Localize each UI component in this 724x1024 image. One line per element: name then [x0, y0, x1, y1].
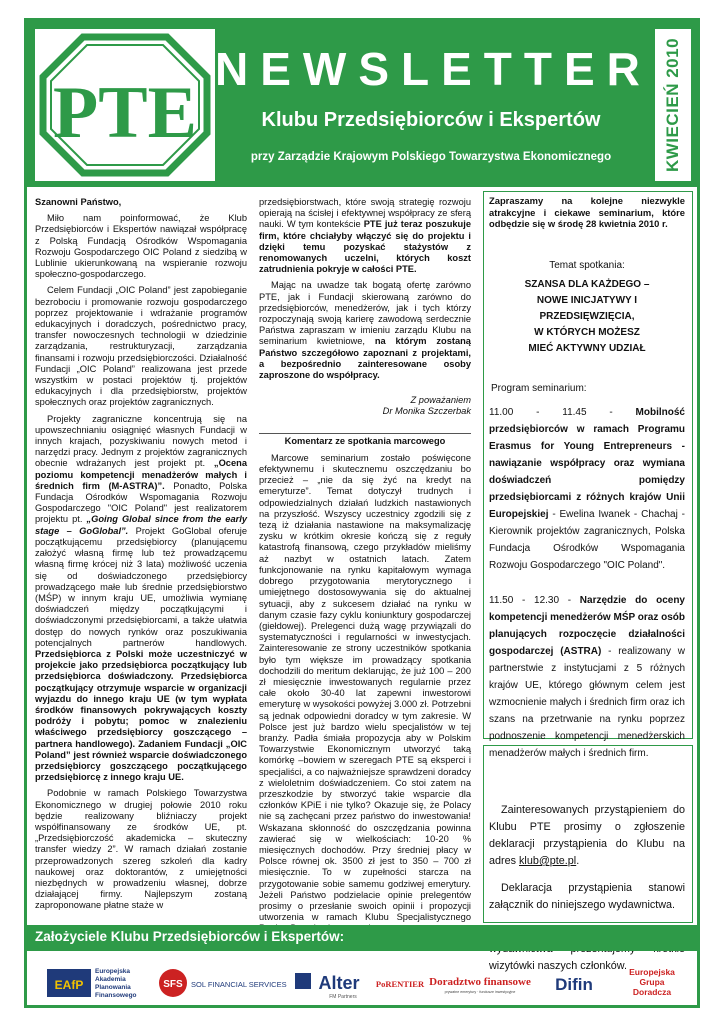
seminar-invitation: Zapraszamy na kolejne niezwykle atrakcyjne i ciekawe seminarium, które odbędzie się w środę 28 kwietnia 2010 r. [489, 195, 685, 229]
pte-logo [35, 29, 215, 181]
column-middle [259, 197, 471, 959]
email-link[interactable]: klub@pte.pl [519, 854, 577, 867]
porentier-logo [373, 963, 427, 1003]
sfs-logo [157, 963, 287, 1003]
program-item: 11.50 - 12.30 - Narzędzie do oceny kompetencji menedżerów MŚP oraz osób planujących rozpoczęcie działalności gospodarczej (ASTRA) - realizowany w partnerstwie z instytucjami z 5 różnych krajów UE, którego głównym celem jest wzmocnienie małych i średnich firm oraz ich szans na przetrwanie na rynku poprzez podnoszenie kompetencji menedżerskich menadżerów małych i średnich firm. [489, 594, 685, 759]
founders-bar [27, 925, 697, 951]
alter-logo [293, 963, 369, 1003]
paragraph: Miło nam poinformować, że Klub Przedsiębiorców i Ekspertów nawiązał współpracę z Polską Fundacją Ośrodków Wspomagania Rozwoju Gospodarczego OIC Poland z siedzibą w Lublinie ukierunkowaną na wspieranie rozwoju społeczno-gospodarczego. [35, 213, 247, 280]
founders-title: Założyciele Klubu Przedsiębiorców i Ekspertów: [35, 929, 345, 944]
paragraph: Marcowe seminarium zostało poświęcone efektywnemu i skutecznemu oszczędzaniu bo przecież – „nie da się żyć na kredyt na emeryturze”. Temat dotyczył trudnych i odpowiedzialnych działań ludzkich nastawionych na przyszłość. Wszyscy uczestnicy zgodzili się z tezą iż działania nastawione na maksymalizację zysku w krótkim okresie kończą się z reguły katastrofą finansową, czego przykładów mieliśmy aż nazbyt w ostatnich latach. Zatem funkcjonowanie na rynku kapitałowym wymaga dobrego przygotowania merytorycznego i umiejętnego dostosowywania się do aktualnej sytuacji, aby z sukcesem działać na rynku w danym czasie fazy cyklu koniunktury gospodarczej (giełdowej). Prelegenci dużą wagę przywiązali do systematyczności i regularności w inwestycjach. Zainteresowanie ze strony uczestników spotkania było tym większe im prowadzący spotkania dochodzili do meritum deklarując, że już 100 – 200 zł miesięcznie inwestowanych regularnie przez całe około 30-40 lat zapewni inwestorowi emeryturę w wysokości powyżej 3.000 zł. Potrzebni są jednak odpowiedni doradcy w tym zakresie. W Polsce jest już bardzo wielu specjalistów w tej branży. Padła śmiała propozycja aby w Polskim Towarzystwie Ekonomicznym utworzyć taką komórkę –bowiem w szeregach PTE są eksperci i specjaliści, a co najważniejsze sprawdzeni doradcy z wieloletnim doświadczeniem. Co stoi zatem na przeszkodzie by stworzyć takie wsparcie dla członków KPiE i nie tylko? Okazuje się, że Polacy nie są zachęcani przez państwo do inwestowania! Wskazana skłonność do oszczędzania powinna zawierać się w wielkościach: 10-20 % miesięcznych dochodów. Przy średniej płacy w Polsce równej ok. 3500 zł jest to 350 – 700 zł miesięcznie. To w zupełności starcza na przygotowanie sobie samemu godziwej emerytury. Jeżeli Państwo podzielacie opinie prelegentów prosimy o przesłanie swoich opinii i propozycji utworzenia w ramach Klubu Specjalistycznego [259, 452, 471, 923]
egd-logo [617, 963, 687, 1003]
svg-text:Europejska: Europejska [95, 968, 131, 975]
paragraph: Projekty zagraniczne koncentrują się na upowszechnianiu osiągnięć własnych Fundacji w innych krajach, pozyskiwaniu nowych metod i narzędzi pracy. Jednym z projektów zagranicznych obecnie wdrażanych jest projekt pt. „Ocena poziomu kompetencji menadżerów małych i średnich firm (M-ASTRA)”. Ponadto, Polska Fundacja Ośrodków Wspomagania Rozwoju Gospodarczego "OIC Poland" jest realizatorem projektu pt. „Going Global since from the early stage – GoGlobal”. Projekt GoGlobal oferuje początkującemu przedsiębiorcy (planującemu założyć własną firmę lub też prowadzącemu własną firmę krócej niż 3 lata) możliwość uczenia się od doświadczonego przedsiębiorcy prowadzącego małe lub średnie przedsiębiorstwo (MŚP) w innym kraju UE, umożliwia wymianę doświadczeń między początkującymi i doświadczonymi przedsiębiorcami, a także ułatwia dostęp do nowych rynków oraz poszukiwania potencjalnych partnerów handlowych. Przedsiębiorca z Polski może uczestniczyć w projekcie jako przedsiębiorca początkujący lub przedsiębiorca doświadczony. Przedsiębiorca początkujący otrzymuje wsparcie w organizacji wyjazdu do innego kraju UE (w tym wypłata środków finansowych pokrywających koszty podróży i pobytu; pomoc w znalezieniu właściwego przedsiębiorcy goszczącego – partnera handlowego). Zadaniem Fundacji „OIC Poland” jest również wsparcie doświadczonego przedsiębiorcy goszczącego początkującego przedsiębiorcę z innego kraju UE. [35, 413, 247, 783]
newsletter-subtitle: Klubu Przedsiębiorców i Ekspertów [261, 109, 601, 131]
svg-text:SOL FINANCIAL SERVICES: SOL FINANCIAL SERVICES [191, 980, 287, 989]
svg-text:EAfP: EAfP [54, 978, 84, 992]
difin-logo [539, 963, 609, 1003]
svg-text:FM Partners: FM Partners [329, 994, 357, 1000]
issue-date: KWIECIEŃ 2010 [663, 37, 682, 173]
svg-text:Finansowego: Finansowego [95, 992, 137, 999]
divider [259, 433, 471, 434]
paragraph: Zainteresowanych przystąpieniem do Klubu PTE prosimy o zgłoszenie deklaracji przystąpienia do Klubu na adres klub@pte.pl. [489, 803, 685, 867]
logo-text: PTE [53, 72, 197, 154]
theme-label: Temat spotkania: [549, 259, 625, 271]
svg-text:Planowania: Planowania [95, 984, 131, 991]
eafp-logo [47, 963, 157, 1003]
svg-text:prywatne emerytury · fundusze: prywatne emerytury · fundusze inwestycyjne [444, 990, 516, 994]
paragraph: Podobnie w ramach Polskiego Towarzystwa Ekonomicznego w drugiej połowie 2010 roku będzie realizowany bliźniaczy projekt współfinansowany ze środków UE, pt. „Przedsiębiorczość akademicka – skuteczny transfer wiedzy 2”. W ramach działań zostanie przeprowadzonych szereg szkoleń dla kadry naukowej oraz doktorantów, z umiejętności niezbędnych w prowadzeniu własnej, dobrze działającej firmy. Najlepszym zostaną zaproponowane płatne staże w [35, 788, 247, 911]
program-label: Program seminarium: [491, 382, 587, 394]
svg-text:Grupa: Grupa [639, 977, 665, 987]
pte-logo-graphic [35, 29, 215, 181]
paragraph: Deklaracja przystąpienia stanowi załącznik do niniejszego wydawnictwa. [489, 881, 685, 911]
svg-text:Difin: Difin [555, 975, 593, 994]
paragraph: wizytówki naszych członków. [489, 959, 628, 972]
column-left [35, 197, 247, 917]
newsletter-page [24, 18, 700, 1008]
svg-text:Europejska: Europejska [629, 967, 675, 977]
issue-date-box [655, 29, 691, 181]
newsletter-title: NEWSLETTER [215, 43, 652, 95]
paragraph: Mając na uwadze tak bogatą ofertę zarówno PTE, jak i Fundacji skierowaną zarówno do przedsiębiorców, menedżerów, jak i tych którzy rozpoczynają swoją karierę zawodową serdecznie Państwa zapraszam w imieniu zarządu Klubu na seminarium kwietniowe, na którym zostaną Państwo szczegółowo zapoznani z projektami, a bezpośrednio zainteresowane osoby zaproszone do współpracy. [259, 280, 471, 381]
svg-text:Alter: Alter [318, 973, 360, 993]
header-banner [27, 21, 697, 187]
signature-author: Dr Monika Szczerbak [382, 406, 471, 417]
program-item: 11.00 - 11.45 - Mobilność przedsiębiorców w ramach Programu Erasmus for Young Entrepreneurs - nawiązanie współpracy oraz wymiana doświadczeń pomiędzy przedsiębiorcami z różnych krajów Unii Europejskiej - Ewelina Iwanek - Chachaj - Kierownik projektów zagranicznych, Polska Fundacja Ośrodków Wspomagania Rozwoju Gospodarczego "OIC Poland". [489, 406, 685, 571]
seminar-theme: SZANSA DLA KAŻDEGO – NOWE INICJATYWY I PRZEDSIĘWZIĘCIA, W KTÓRYCH MOŻESZ MIEĆ AKTYWNY UDZIAŁ [524, 278, 650, 354]
section-heading: Komentarz ze spotkania marcowego [284, 435, 446, 446]
paragraph: przedsiębiorstwach, które swoją strategię rozwoju opierają na ścisłej i efektywnej współpracy ze sferą nauki. W tym kontekście PTE już teraz poszukuje firm, które chciałyby włączyć się do projektu i dzięki temu pozyskać stażystów z renomowanych uczelni, których koszt zatrudnienia pokryje w całości PTE. [259, 197, 471, 275]
column-right [483, 191, 691, 985]
signature-greeting: Z poważaniem [410, 395, 471, 406]
newsletter-tagline: przy Zarządzie Krajowym Polskiego Towarzystwa Ekonomicznego [250, 151, 612, 163]
svg-text:Akademia: Akademia [95, 976, 126, 983]
svg-text:Doradcza: Doradcza [632, 987, 672, 997]
svg-text:PoRENTIER: PoRENTIER [375, 979, 425, 989]
svg-text:Doradztwo finansowe: Doradztwo finansowe [429, 976, 531, 988]
greeting: Szanowni Państwo, [35, 197, 122, 207]
founders-logos [27, 953, 697, 1008]
title-area [215, 21, 652, 187]
doradztwo-logo [427, 963, 533, 1003]
svg-text:SFS: SFS [163, 979, 183, 990]
paragraph: Celem Fundacji „OIC Poland” jest zapobieganie bezrobociu i promowanie rozwoju gospodarczego poprzez projektowanie i wdrażanie programów edukacyjnych i doradczych, pośrednictwo pracy, transfer nowoczesnych technologii w dziedzinie zarządzania, restrukturyzacji, zarządzania finansami i rozwoju przedsiębiorczości. Działalność Fundacji „OIC Poland” realizowana jest przede wszystkim w postaci projektów tj. projektów edukacyjnych i dla przedsiębiorstw, projektów społecznych oraz projektów zagranicznych. [35, 285, 247, 408]
